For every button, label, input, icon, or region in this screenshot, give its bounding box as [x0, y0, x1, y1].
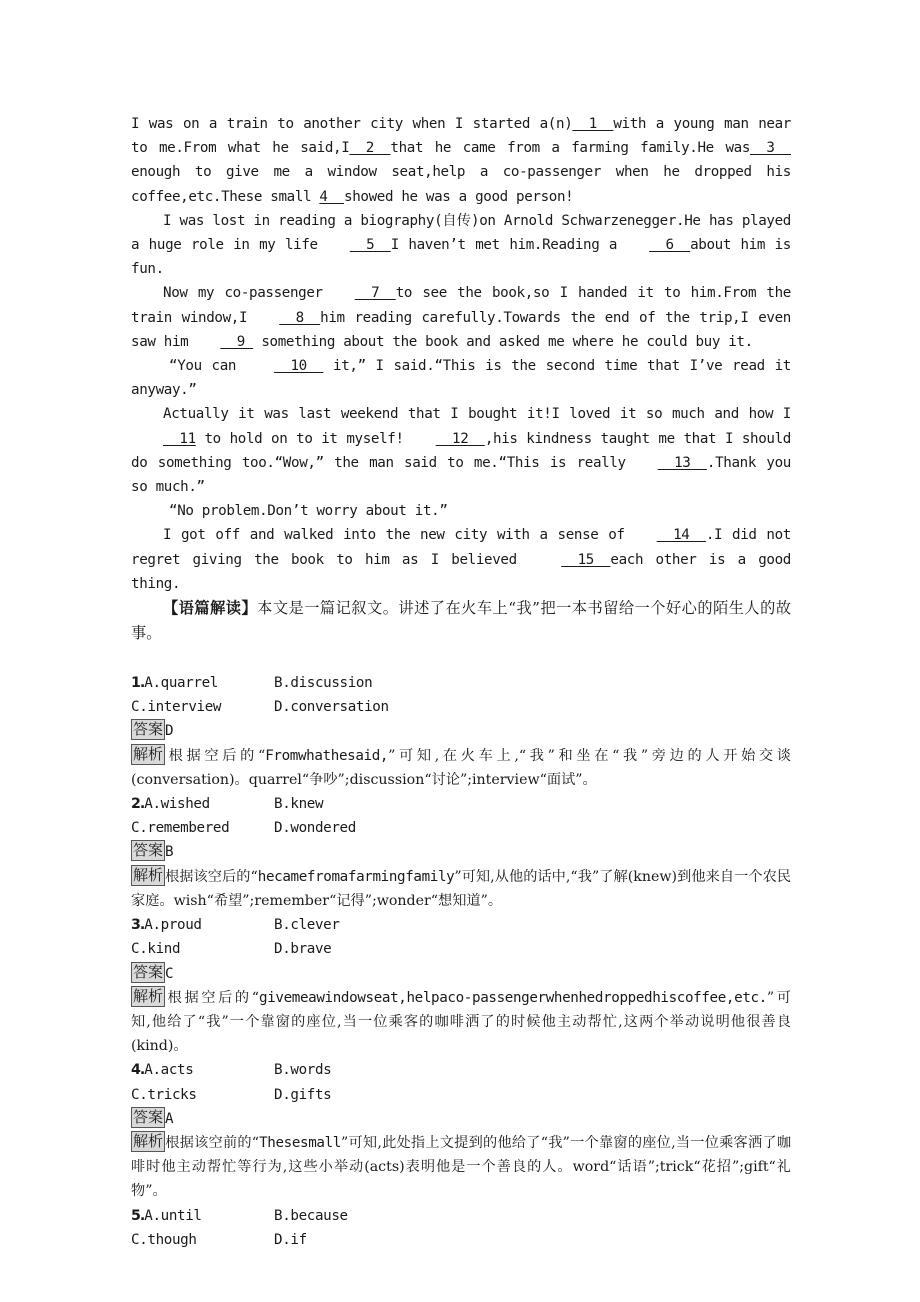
- question-options: [131, 671, 791, 719]
- passage-text: I was on a train to another city when I started a(n): [131, 116, 573, 132]
- option-d: D.wondered: [274, 820, 356, 837]
- analysis-line: [131, 1131, 791, 1204]
- analysis-badge: 解析: [133, 1131, 164, 1150]
- analysis-quote: hecamefromafarmingfamily: [257, 868, 455, 885]
- analysis-text: ”可知,此处指上文提到的他给了“我”一个靠窗的座位,当一位乘客洒了咖啡时他主动帮忙等行为,这些小举动(acts)表明他是一个善良的人。word“话语”;trick“花招”;gift“礼物”。: [131, 1134, 792, 1200]
- option-b: B.words: [274, 1062, 332, 1079]
- passage-text: about him is fun.: [131, 237, 791, 278]
- answer-line: [131, 840, 791, 864]
- passage-text: to hold on to it myself!: [195, 430, 404, 447]
- summary-label: 【语篇解读】: [163, 599, 258, 618]
- option-d: D.gifts: [274, 1086, 332, 1103]
- analysis-text: 根据空后的“: [165, 747, 266, 764]
- spacer: [131, 646, 791, 671]
- answer-value: C: [165, 965, 174, 982]
- question-number: 2.: [131, 796, 145, 813]
- answer-value: B: [165, 844, 174, 861]
- question-options: [131, 913, 791, 961]
- option-b: B.discussion: [274, 675, 373, 692]
- blank-9: 9: [220, 333, 254, 350]
- passage-paragraph-1: [131, 112, 791, 209]
- question-options: [131, 1204, 791, 1252]
- option-c: C.remembered: [131, 820, 230, 837]
- blank-12: 12: [435, 430, 485, 447]
- answer-badge: 答案: [133, 1107, 164, 1126]
- passage-text: enough to give me a window seat,help a co-passenger when he dropped his coffee,etc.These small: [131, 164, 791, 205]
- blank-11: 11: [163, 430, 196, 447]
- passage-text: that he came from a farming family.He was: [390, 140, 751, 157]
- blank-7: 7: [354, 285, 396, 302]
- passage-text: Actually it was last weekend that I bought it!I loved it so much and how I: [163, 406, 791, 423]
- analysis-line: [131, 865, 791, 913]
- chinese-gloss: 自传: [442, 212, 472, 229]
- analysis-quote: Fromwhathesaid,: [265, 747, 389, 764]
- passage-text: each other is a good thing.: [131, 551, 791, 592]
- question-number: 5.: [131, 1207, 145, 1224]
- analysis-badge: 解析: [133, 744, 164, 763]
- analysis-line: [131, 986, 791, 1059]
- passage-text: to see the book,so I handed it to him.From the train window,I: [131, 285, 791, 326]
- passage-text: ,his kindness taught me that I should do something too.“Wow,” the man said to me.“This is really: [131, 430, 792, 471]
- passage-paragraph-2: [131, 209, 791, 282]
- analysis-quote: Thesesmall: [259, 1134, 341, 1151]
- blank-6: 6: [649, 237, 691, 254]
- analysis-text: ”可知,从他的话中,“我”了解(knew)到他来自一个农民家庭。wish“希望”;remember“记得”;wonder“想知道”。: [131, 868, 792, 909]
- passage-text: showed he was a good person!: [344, 188, 574, 205]
- option-c: C.interview: [131, 699, 222, 716]
- blank-5: 5: [349, 237, 391, 254]
- passage-text: it,” I said.“This is the second time that I’ve read it anyway.”: [131, 358, 791, 399]
- answer-value: A: [165, 1110, 174, 1127]
- passage-text: )on Arnold Schwarzenegger.He has played a huge role in my life: [131, 212, 791, 254]
- passage-text: him reading carefully.Towards the end of the trip,I even saw him: [131, 309, 791, 350]
- blank-14: 14: [656, 527, 706, 544]
- answer-line: [131, 719, 791, 743]
- answer-line: [131, 1107, 791, 1131]
- passage-text: I got off and walked into the new city with a sense of: [163, 527, 625, 544]
- answer-badge: 答案: [133, 962, 164, 981]
- summary-text: 本文是一篇记叙文。讲述了在火车上“我”把一本书留给一个好心的陌生人的故事。: [131, 599, 792, 643]
- analysis-text: 根据空后的“: [165, 989, 260, 1006]
- question-number: 4.: [131, 1062, 145, 1079]
- passage-text: I was lost in reading a biography(: [163, 212, 443, 229]
- question-3: [131, 913, 791, 1058]
- question-options: [131, 792, 791, 840]
- passage-text: “You can: [169, 358, 237, 375]
- answer-badge: 答案: [133, 720, 164, 739]
- analysis-badge: 解析: [133, 986, 164, 1005]
- option-c: C.tricks: [131, 1086, 197, 1103]
- option-a: A.acts: [144, 1062, 194, 1079]
- passage-summary: [131, 596, 791, 646]
- question-number: 1.: [131, 675, 145, 692]
- answer-value: D: [165, 723, 174, 740]
- passage-text: .Thank you so much.”: [131, 454, 791, 496]
- option-b: B.because: [274, 1207, 348, 1224]
- passage-text: .I did not regret giving the book to him as I believed: [131, 527, 791, 568]
- option-c: C.though: [131, 1231, 197, 1248]
- question-4: [131, 1058, 791, 1203]
- option-d: D.if: [274, 1231, 307, 1248]
- passage-text: with a young man near to me.From what he said,I: [131, 116, 791, 157]
- question-number: 3.: [131, 917, 145, 934]
- analysis-text: ”可知,他给了“我”一个靠窗的座位,当一位乘客的咖啡洒了的时候他主动帮忙,这两个举动说明他很善良(kind)。: [131, 989, 791, 1055]
- blank-13: 13: [657, 454, 707, 471]
- document-page: [131, 112, 791, 1252]
- question-5: [131, 1204, 791, 1252]
- answer-badge: 答案: [133, 841, 164, 860]
- answer-line: [131, 962, 791, 986]
- blank-15: 15: [561, 551, 611, 568]
- passage-text: Now my co-passenger: [163, 285, 323, 302]
- question-2: [131, 792, 791, 913]
- option-a: A.proud: [144, 917, 202, 934]
- analysis-badge: 解析: [133, 865, 164, 884]
- option-b: B.clever: [274, 917, 340, 934]
- blank-8: 8: [279, 309, 321, 326]
- analysis-quote: givemeawindowseat,helpaco-passengerwhenhedroppedhiscoffee,etc.: [259, 989, 767, 1006]
- blank-2: 2: [349, 140, 391, 157]
- passage-paragraph-7: [131, 523, 791, 596]
- option-a: A.until: [144, 1207, 202, 1224]
- option-d: D.brave: [274, 941, 332, 958]
- passage-paragraph-3: [131, 281, 791, 354]
- option-d: D.conversation: [274, 699, 389, 716]
- blank-3: 3: [750, 140, 792, 157]
- analysis-text: ”可知,在火车上,“我”和坐在“我”旁边的人开始交谈(conversation)。quarrel“争吵”;discussion“讨论”;interview“面试”。: [131, 747, 791, 788]
- passage-paragraph-4: [131, 354, 791, 402]
- option-a: A.wished: [144, 796, 210, 813]
- blank-4: 4: [319, 188, 344, 205]
- passage-text: I haven’t met him.Reading a: [390, 237, 618, 254]
- passage-text: “No problem.Don’t worry about it.”: [169, 503, 448, 520]
- question-1: [131, 671, 791, 792]
- analysis-line: [131, 744, 791, 792]
- analysis-text: 根据该空后的“: [165, 868, 258, 885]
- passage-paragraph-5: [131, 402, 791, 499]
- analysis-text: 根据该空前的“: [165, 1134, 260, 1151]
- passage-paragraph-6: [131, 499, 791, 523]
- blank-1: 1: [572, 116, 614, 132]
- blank-10: 10: [274, 358, 324, 375]
- option-a: A.quarrel: [144, 675, 218, 692]
- option-c: C.kind: [131, 941, 181, 958]
- passage-text: something about the book and asked me where he could buy it.: [253, 333, 753, 350]
- option-b: B.knew: [274, 796, 324, 813]
- question-options: [131, 1058, 791, 1106]
